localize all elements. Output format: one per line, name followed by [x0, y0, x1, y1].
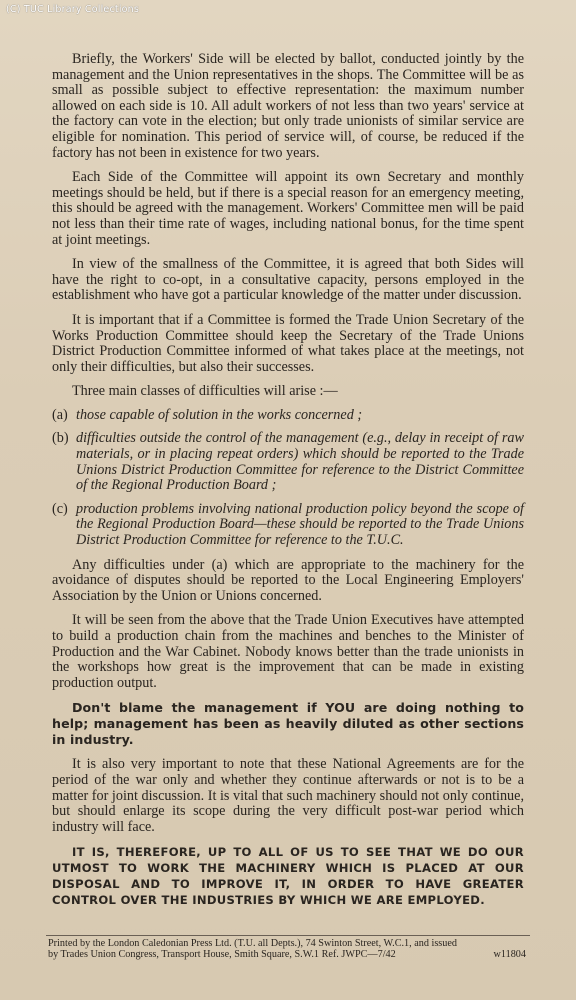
- imprint-line-1: Printed by the London Caledonian Press Ltd. (T.U. all Depts.), 74 Swinton Street, W.C.1, and issued: [48, 938, 457, 949]
- paragraph-call-to-action: IT IS, THEREFORE, UP TO ALL OF US TO SEE THAT WE DO OUR UTMOST TO WORK THE MACHINERY WHICH IS PLACED AT OUR DISPOSAL AND TO IMPROVE IT, IN ORDER TO HAVE GREATER CONTROL OVER THE INDUSTRIES BY WHICH WE ARE EMPLOYED.: [52, 845, 524, 908]
- list-label: (a): [52, 406, 68, 423]
- list-item-a: [52, 408, 524, 424]
- list-text: production problems involving national production policy beyond the scope of the Regional Production Board—these should be reported to the Trade Unions District Production Committee for reference to the T.U.C.: [76, 500, 524, 549]
- paragraph-disputes: Any difficulties under (a) which are appropriate to the machinery for the avoidance of disputes should be reported to the Local Engineering Employers' Association by the Union or Unions concerned.: [52, 556, 524, 604]
- paragraph-election: Briefly, the Workers' Side will be elected by ballot, conducted jointly by the management and the Union representatives in the shops. The Committee will be as small as possible subject to effective representation: the maximum number allowed on each side is 10. All adult workers of not less than two years' service at the factory can vote in the election; but only trade unionists of similar service are eligible for nomination. This period of service will, of course, be reduced if the factory has not been in existence for two years.: [52, 51, 524, 161]
- printer-imprint: [48, 938, 526, 961]
- paragraph-difficulties-intro: Three main classes of difficulties will arise :—: [72, 383, 338, 400]
- list-item-c: [52, 502, 524, 549]
- paragraph-production-chain: It will be seen from the above that the Trade Union Executives have attempted to build a production chain from the machines and benches to the Minister of Production and the War Cabinet. Nobody knows better than the trade unionists in the workshops how great is the improvement that can be made in existing production output.: [52, 612, 524, 691]
- imprint-code: w11804: [493, 949, 526, 961]
- paragraph-co-opt: In view of the smallness of the Committee, it is agreed that both Sides will have the right to co-opt, in a consultative capacity, persons employed in the establishment who have got a particular knowledge of the matter under discussion.: [52, 256, 524, 304]
- paragraph-dont-blame: Don't blame the management if YOU are doing nothing to help; management has been as heavily diluted as other sections in industry.: [52, 700, 524, 748]
- list-label: (b): [52, 430, 69, 447]
- paragraph-reporting: It is important that if a Committee is formed the Trade Union Secretary of the Works Production Committee should keep the Secretary of the Trade Unions District Production Committee informed of what takes place at the meetings, not only their difficulties, but also their successes.: [52, 311, 524, 375]
- footer-divider: [46, 935, 530, 936]
- paragraph-secretary: Each Side of the Committee will appoint its own Secretary and monthly meetings should be held, but if there is a special reason for an emergency meeting, this should be agreed with the management. Workers' Committee men will be paid not less than their time rate of wages, including national bonus, for the time spent at joint meetings.: [52, 169, 524, 248]
- list-item-b: [52, 431, 524, 493]
- list-text: those capable of solution in the works concerned ;: [76, 406, 363, 423]
- list-text: difficulties outside the control of the management (e.g., delay in receipt of raw materials, or in placing repeat orders) which should be reported to the Trade Unions District Production Committee for reference to the District Committee of the Regional Production Board ;: [76, 430, 524, 494]
- list-label: (c): [52, 500, 68, 517]
- paragraph-national-agreements: It is also very important to note that these National Agreements are for the period of the war only and whether they continue afterwards or not is to be a matter for joint discussion. It is vital that such machinery should not only continue, but should enlarge its scope during the very difficult post-war period which industry will face.: [52, 756, 524, 835]
- document-body: [52, 52, 524, 908]
- imprint-line-2: by Trades Union Congress, Transport House, Smith Square, S.W.1 Ref. JWPC—7/42: [48, 949, 396, 961]
- copyright-watermark: (C) TUC Library Collections: [6, 4, 140, 15]
